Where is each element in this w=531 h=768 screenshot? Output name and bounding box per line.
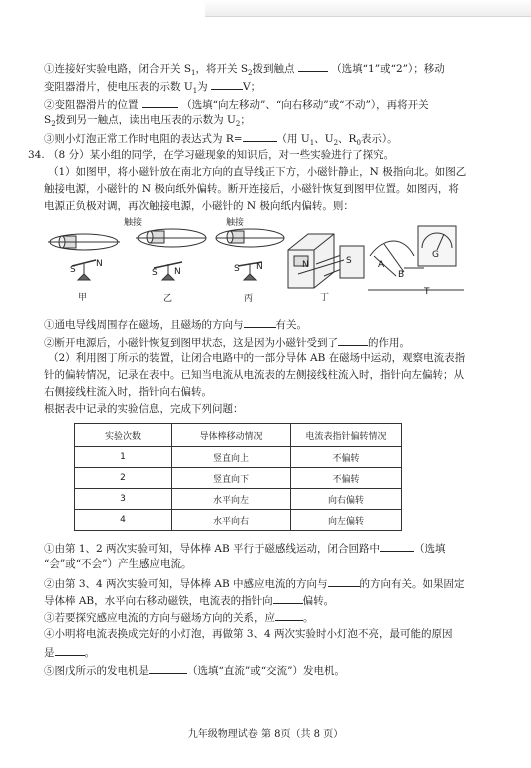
answer-blank[interactable] [55, 645, 85, 656]
fig-jia-north-label: N [96, 259, 103, 269]
q34-part2-line3: 右侧接线柱流入时，指针向右偏转。 [44, 386, 212, 398]
q34-header: 34. （8 分）某小组的同学，在学习磁现象的知识后，对一些实验进行了探究。 [28, 149, 395, 161]
answer-blank[interactable] [211, 79, 243, 90]
fig-bing-south-label: S [234, 264, 240, 274]
fig-bing-circuit [216, 229, 284, 280]
q34-part1-line1: （1）如图甲，将小磁针放在南北方向的直导线正下方，小磁针静止，N 极指向北。如图乙 [48, 166, 467, 178]
figures-row [44, 216, 464, 306]
table-row [75, 510, 402, 531]
figure-illustrations [44, 216, 464, 306]
q34-1-item1: ①通电导线周围存在磁场，且磁场的方向与 有关。 [44, 319, 307, 331]
q34-2-item1-line2: “会”或“不会”）产生感应电流。 [44, 558, 192, 570]
table-cell: 水平向右 [172, 510, 291, 531]
fig-ding-north-label: N [302, 260, 309, 270]
q33-step1-line2: 变阻器滑片，使电压表的示数 $U_1$为 V； [44, 81, 262, 96]
table-cell: 不偏转 [291, 468, 402, 489]
table-row [75, 447, 402, 468]
fig-yi-south-label: S [152, 268, 158, 278]
q34-2-item5: ⑤图戊所示的发电机是 （选填“直流”或“交流”）发电机。 [44, 665, 345, 677]
table-row [75, 489, 402, 510]
q33-step1-line1: ①连接好实验电路，闭合开关 $S_1$，将开关 $S_2$拨到触点 （选填“1”或“2”）；移动 [44, 63, 445, 78]
answer-blank[interactable] [243, 131, 277, 142]
q33-step2-line1: ②变阻器滑片的位置 （选填“向左移动”、“向右移动”或“不动”），再将开关 [44, 99, 429, 111]
fig-yi-north-label: N [174, 267, 181, 277]
table-cell: 4 [75, 510, 172, 531]
fig-wu-a-label: A [378, 260, 385, 270]
q34-2-item2-line1: ②由第 3、4 两次实验可知，导体棒 AB 中感应电流的方向与 的方向有关。如果固定 [44, 578, 465, 590]
fig-wu-g-label: G [432, 250, 439, 260]
table-cell: 不偏转 [291, 447, 402, 468]
table-header-cell: 实验次数 [75, 424, 172, 447]
fig-bing-north-label: N [256, 262, 263, 272]
page-footer: 九年级物理试卷 第 8页（共 8 页） [187, 729, 344, 740]
fig-label-jia: 甲 [78, 293, 88, 303]
q34-part1-line2: 触接电源，小磁针的 N 极向纸外偏转。断开连接后，小磁针恢复到图甲位置。如图丙，将 [44, 183, 459, 195]
fig-bing-touch-label: 触接 [226, 218, 245, 228]
fig-ding-apparatus [288, 234, 364, 288]
table-cell: 3 [75, 489, 172, 510]
q34-2-item2-line2: 导体棒 AB，水平向右移动磁铁，电流表的指针向 偏转。 [44, 595, 335, 607]
table-cell: 向左偏转 [291, 510, 402, 531]
q34-part2-line2: 针的偏转情况，记录在表中。已知当电流从电流表的左侧接线柱流入时，指针向左偏转；从 [44, 369, 464, 381]
table-header-row [75, 424, 402, 447]
answer-blank[interactable] [298, 61, 328, 72]
fig-jia-circuit [48, 234, 120, 280]
q34-part2-line4: 根据表中记录的实验信息，完成下列问题： [44, 403, 244, 415]
fig-wu-b-label: B [398, 270, 405, 280]
fig-wu-generator [368, 226, 464, 290]
fig-yi-circuit [136, 229, 206, 280]
q34-1-item2: ②断开电源后，小磁针恢复到图甲状态，这是因为小磁针受到了 的作用。 [44, 337, 410, 349]
answer-blank[interactable] [380, 541, 414, 552]
q34-2-item4-line1: ④小明将电流表换成完好的小灯泡，再做第 3、4 两次实验时小灯泡不亮，最可能的原因 [44, 628, 453, 640]
answer-blank[interactable] [149, 663, 187, 674]
fig-ding-south-label: S [346, 256, 352, 266]
table-cell: 1 [75, 447, 172, 468]
fig-label-yi: 乙 [163, 294, 173, 304]
experiment-table [74, 423, 402, 531]
fig-label-bing: 丙 [244, 294, 254, 304]
q34-2-item3: ③若要探究感应电流的方向与磁场方向的关系，应 。 [44, 612, 314, 624]
q33-step3: ③则小灯泡正常工作时电阻的表达式为 R= （用 $U_1$、$U_2$、$R_0$表示）。 [44, 133, 398, 148]
answer-blank[interactable] [244, 317, 276, 328]
q34-part1-line3: 电源正负极对调，再次触接电源，小磁针的 N 极向纸内偏转。则： [44, 200, 354, 212]
answer-blank[interactable] [273, 593, 303, 604]
answer-blank[interactable] [142, 97, 178, 108]
answer-blank[interactable] [328, 576, 360, 587]
fig-label-ding: 丁 [320, 293, 330, 303]
table-cell: 2 [75, 468, 172, 489]
table-cell: 竖直向上 [172, 447, 291, 468]
fig-label-wu: T [424, 287, 430, 297]
table-cell: 向右偏转 [291, 489, 402, 510]
q34-part2-line1: （2）利用图丁所示的装置，让闭合电路中的一部分导体 AB 在磁场中运动，观察电流表指 [48, 352, 466, 364]
fig-yi-touch-label: 触接 [124, 218, 143, 228]
answer-blank[interactable] [275, 610, 303, 621]
q33-step2-line2: $S_2$拨到另一触点，读出电压表的示数为 $U_2$； [44, 114, 251, 129]
q34-2-item4-line2: 是 。 [44, 647, 95, 659]
previous-page-edge [205, 0, 531, 17]
table-cell: 水平向左 [172, 489, 291, 510]
table-header-cell: 电流表指针偏转情况 [291, 424, 402, 447]
table-header-cell: 导体棒移动情况 [172, 424, 291, 447]
answer-blank[interactable] [338, 335, 368, 346]
table-row [75, 468, 402, 489]
table-cell: 竖直向下 [172, 468, 291, 489]
fig-jia-south-label: S [70, 265, 76, 275]
q34-2-item1-line1: ①由第 1、2 两次实验可知，导体棒 AB 平行于磁感线运动，闭合回路中 （选填 [44, 543, 446, 555]
